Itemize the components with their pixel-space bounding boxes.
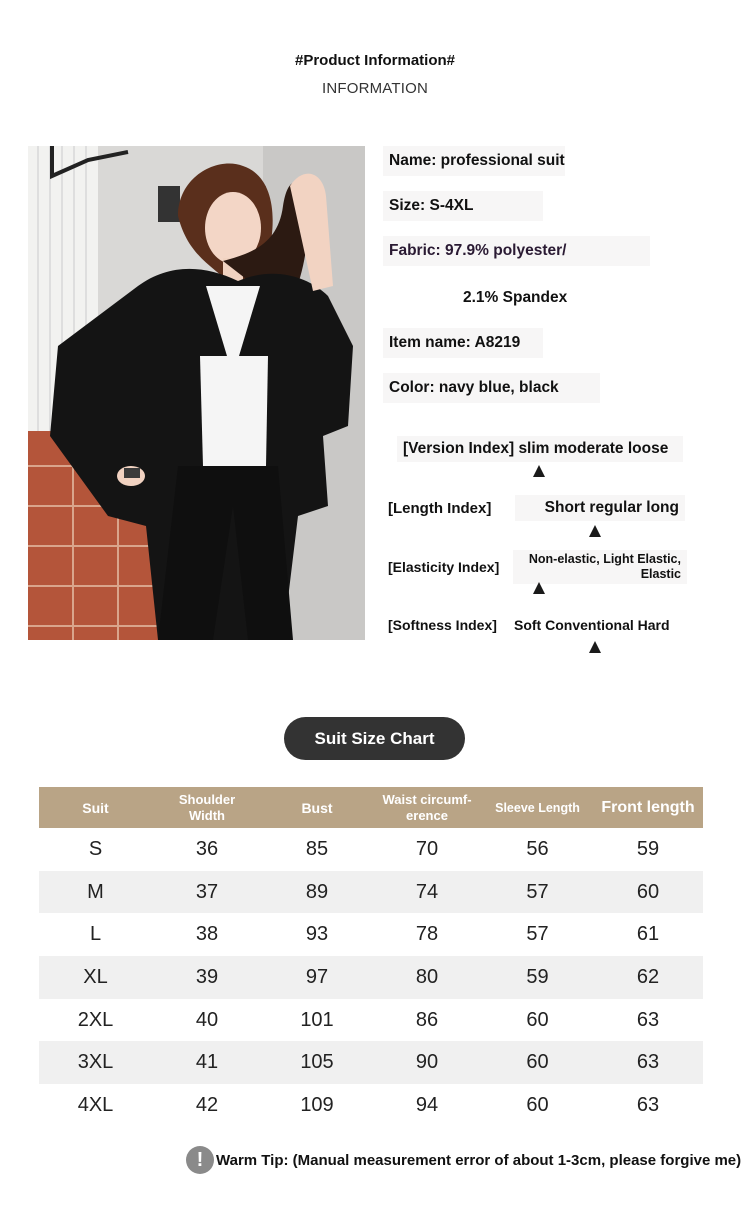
header-waist-line2: erence <box>406 807 448 823</box>
version-index-label: [Version Index] <box>403 440 515 457</box>
cell-size: 4XL <box>77 1093 114 1116</box>
cell-size: XL <box>39 956 152 999</box>
cell-size: S <box>88 837 103 860</box>
cell-waist: 94 <box>415 1093 439 1116</box>
cell-front: 62 <box>593 956 703 999</box>
cell-front: 61 <box>636 923 660 946</box>
header-title: #Product Information# <box>294 52 455 69</box>
cell-shoulder: 38 <box>195 923 219 946</box>
cell-shoulder: 39 <box>152 956 262 999</box>
cell-size: 3XL <box>39 1041 152 1084</box>
warm-tip <box>186 1146 741 1174</box>
cell-front: 63 <box>636 1093 660 1116</box>
cell-front: 60 <box>593 871 703 914</box>
cell-size: M <box>39 871 152 914</box>
table-row <box>39 999 703 1042</box>
version-index-row <box>397 436 683 462</box>
elasticity-scale-line2: Elastic <box>640 567 681 581</box>
table-row <box>39 956 703 999</box>
product-photo <box>28 146 365 640</box>
cell-shoulder: 41 <box>152 1041 262 1084</box>
size-chart-header-row <box>39 787 703 828</box>
cell-waist: 70 <box>415 837 439 860</box>
product-name: Name: professional suit <box>383 146 565 176</box>
cell-front: 59 <box>636 837 660 860</box>
cell-shoulder: 37 <box>152 871 262 914</box>
cell-bust: 85 <box>305 837 329 860</box>
size-chart-table <box>39 787 703 1127</box>
cell-waist: 90 <box>372 1041 482 1084</box>
elasticity-index-marker-icon <box>533 582 545 594</box>
cell-waist: 86 <box>415 1008 439 1031</box>
cell-bust: 105 <box>262 1041 372 1084</box>
cell-sleeve: 59 <box>482 956 593 999</box>
elasticity-index-label: [Elasticity Index] <box>388 559 500 575</box>
header-sleeve-length: Sleeve Length <box>482 787 593 828</box>
product-fabric-continued: 2.1% Spandex <box>463 289 568 306</box>
cell-sleeve: 57 <box>482 871 593 914</box>
product-color: Color: navy blue, black <box>383 373 600 403</box>
version-index-marker-icon <box>533 465 545 477</box>
cell-size: L <box>89 923 102 946</box>
cell-sleeve: 60 <box>526 1008 549 1031</box>
table-row <box>39 1041 703 1084</box>
header-shoulder-line1: Shoulder <box>178 791 236 807</box>
cell-bust: 93 <box>305 923 329 946</box>
version-index-scale: slim moderate loose <box>518 440 669 457</box>
cell-shoulder: 42 <box>195 1093 219 1116</box>
header-waist-line1: Waist circumf- <box>382 791 472 807</box>
cell-bust: 101 <box>300 1008 334 1031</box>
softness-index-marker-icon <box>589 641 601 653</box>
length-index-label: [Length Index] <box>388 500 492 517</box>
header-bust: Bust <box>262 787 372 828</box>
cell-waist: 78 <box>415 923 439 946</box>
header-front-length: Front length <box>593 787 703 828</box>
cell-waist: 74 <box>372 871 482 914</box>
softness-index-scale: Soft Conventional Hard <box>514 617 670 633</box>
cell-shoulder: 40 <box>195 1008 219 1031</box>
product-item-name: Item name: A8219 <box>383 328 543 358</box>
table-row <box>39 828 703 871</box>
cell-bust: 109 <box>300 1093 334 1116</box>
header-subtitle: INFORMATION <box>321 80 429 97</box>
warm-tip-text: Warm Tip: (Manual measurement error of about 1-3cm, please forgive me) <box>216 1151 742 1169</box>
table-row <box>39 913 703 956</box>
elasticity-index-scale <box>513 550 687 584</box>
table-row <box>39 871 703 914</box>
header-shoulder-width <box>152 787 262 828</box>
header-suit: Suit <box>39 787 152 828</box>
product-fabric: Fabric: 97.9% polyester/ <box>383 236 650 266</box>
cell-front: 63 <box>593 1041 703 1084</box>
length-index-marker-icon <box>589 525 601 537</box>
cell-bust: 89 <box>262 871 372 914</box>
table-row <box>39 1084 703 1127</box>
cell-sleeve: 60 <box>482 1041 593 1084</box>
cell-size: 2XL <box>77 1008 114 1031</box>
header-waist <box>372 787 482 828</box>
cell-bust: 97 <box>262 956 372 999</box>
cell-front: 63 <box>636 1008 660 1031</box>
cell-sleeve: 56 <box>526 837 549 860</box>
cell-shoulder: 36 <box>195 837 219 860</box>
softness-index-label: [Softness Index] <box>388 617 497 633</box>
length-index-scale: Short regular long <box>515 495 685 521</box>
exclamation-icon: ! <box>186 1146 214 1174</box>
size-chart-title: Suit Size Chart <box>284 717 465 760</box>
cell-sleeve: 57 <box>526 923 549 946</box>
header-shoulder-line2: Width <box>189 807 225 823</box>
cell-waist: 80 <box>372 956 482 999</box>
product-size: Size: S-4XL <box>383 191 543 221</box>
cell-sleeve: 60 <box>526 1093 549 1116</box>
elasticity-scale-line1: Non-elastic, Light Elastic, <box>528 552 681 566</box>
